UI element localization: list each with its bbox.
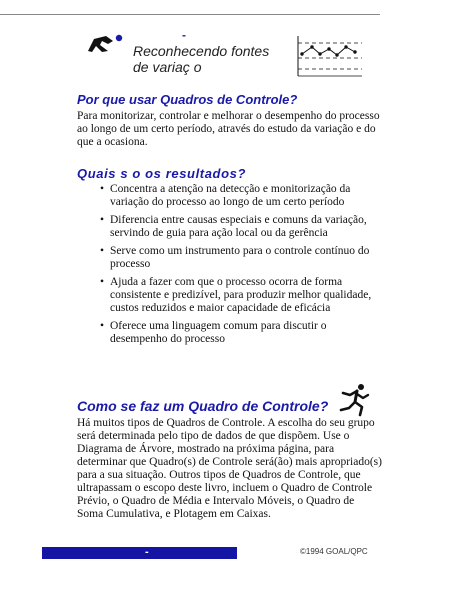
list-item: • Oferece uma linguagem comum para discutir o desempenho do processo [77,320,382,346]
footer-bar [42,547,237,559]
top-rule [0,14,380,15]
section-heading-how: Como se faz um Quadro de Controle? [77,398,329,414]
crouching-figure-icon [86,33,124,53]
section-body-how: Há muitos tipos de Quadros de Controle. A escolha do seu grupo será determinada pelo tipo de dados de que dispõem. Use o Diagrama de Árvore, mostrado na próxima página, para determinar que Quadro(s) de Controle será(ão) mais apropriado(s) para a sua situação. Outros tipos de Quadros de Controle, que ultrapassam o escopo deste livro, incluem o Quadro de Controle Prévio, o Quadro de Média e Intervalo Móveis, o Quadro de Soma Cumulativa, e Plotagem em Caixas. [77,417,382,520]
header-dash: - [182,28,186,42]
control-chart-icon [294,34,364,78]
list-item: • Serve como um instrumento para o controle contínuo do processo [77,245,382,271]
section-heading-results: Quais s o os resultados? [77,166,246,181]
page-title-line-1: Reconhecendo fontes [133,43,270,59]
list-item: • Ajuda a fazer com que o processo ocorra de forma consistente e predizível, para produzir melhor qualidade, custos reduzidos e maior capacidade de eficácia [77,276,382,315]
section-body-why: Para monitorizar, controlar e melhorar o desempenho do processo ao longo de um certo período, através do estudo da variação e do que a ocasiona. [77,110,380,148]
running-figure-icon [338,383,370,417]
page-title-line-2: de variaç o [133,59,202,75]
list-item: • Concentra a atenção na detecção e monitorização da variação do processo ao longo de um certo período [77,183,382,209]
page-title [133,43,269,75]
footer-dash: - [145,546,149,558]
results-bullet-list [77,183,382,351]
footer-copyright: ©1994 GOAL/QPC [300,547,368,556]
section-heading-why: Por que usar Quadros de Controle? [77,92,298,107]
list-item: • Diferencia entre causas especiais e comuns da variação, servindo de guia para ação local ou da gerência [77,214,382,240]
